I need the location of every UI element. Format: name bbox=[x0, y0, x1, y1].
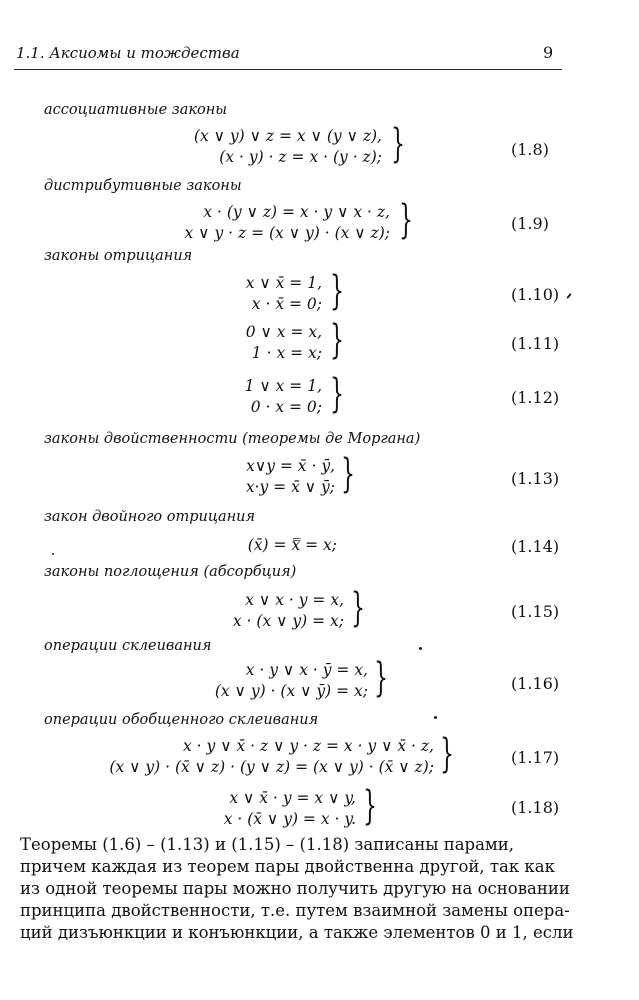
formula-line: x · (y ∨ z) = x · y ∨ x · z, bbox=[203, 203, 390, 221]
right-brace: } bbox=[374, 655, 388, 701]
formula-block bbox=[224, 788, 356, 830]
section-heading: законы двойственности (теоремы де Моргана) bbox=[44, 431, 421, 447]
formula-line: x · y ∨ x · ȳ = x, bbox=[245, 661, 368, 679]
formula-line: 1 · x = x; bbox=[251, 344, 322, 362]
equation-number: (1.11) bbox=[511, 334, 560, 353]
paragraph-line: ций дизъюнкции и конъюнкции, а также элементов 0 и 1, если bbox=[20, 923, 574, 942]
right-brace: } bbox=[330, 317, 344, 363]
formula-block bbox=[246, 456, 335, 498]
formula-line: (x ∨ y) · (x̄ ∨ z) · (y ∨ z) = (x ∨ y) · (x̄ ∨ z); bbox=[109, 758, 434, 776]
formula-line: (x ∨ y) ∨ z = x ∨ (y ∨ z), bbox=[193, 127, 382, 145]
running-title: 1.1. Аксиомы и тождества bbox=[16, 44, 240, 62]
paragraph-line: из одной теоремы пары можно получить другую на основании bbox=[20, 879, 570, 898]
equation-number: (1.14) bbox=[511, 537, 560, 556]
formula-line: x·y = x̄ ∨ ȳ; bbox=[245, 478, 335, 496]
page-number: 9 bbox=[543, 43, 554, 62]
formula-line: (x̄) = x̿ = x; bbox=[247, 536, 337, 554]
section-heading: дистрибутивные законы bbox=[44, 178, 242, 194]
section-heading: операции обобщенного склеивания bbox=[44, 712, 319, 728]
formula-line: 1 ∨ x = 1, bbox=[244, 377, 322, 395]
equation-number: (1.15) bbox=[511, 602, 560, 621]
paragraph-line: причем каждая из теорем пары двойственна другой, так как bbox=[20, 857, 555, 876]
paragraph-line: Теоремы (1.6) – (1.13) и (1.15) – (1.18) записаны парами, bbox=[20, 835, 515, 854]
formula-line: x∨y = x̄ · ȳ, bbox=[246, 457, 335, 475]
equation-number: (1.16) bbox=[511, 674, 560, 693]
formula-block bbox=[215, 660, 368, 702]
formula-line: (x ∨ y) · (x ∨ ȳ) = x; bbox=[214, 682, 368, 700]
section-heading: законы поглощения (абсорбция) bbox=[44, 564, 297, 580]
section-heading: операции склеивания bbox=[44, 638, 212, 654]
formula-block bbox=[185, 202, 390, 244]
scan-mark bbox=[434, 716, 437, 719]
formula-block bbox=[233, 590, 344, 632]
right-brace: } bbox=[391, 121, 405, 167]
formula-block bbox=[248, 535, 337, 556]
section-heading: ассоциативные законы bbox=[44, 102, 228, 118]
body-paragraph bbox=[20, 834, 574, 944]
section-heading: закон двойного отрицания bbox=[44, 509, 256, 525]
formula-line: x · (x ∨ y) = x; bbox=[232, 612, 344, 630]
equation-number: (1.17) bbox=[511, 748, 560, 767]
paragraph-line: принципа двойственности, т.е. путем взаимной замены опера- bbox=[20, 901, 570, 920]
formula-line: x · x̄ = 0; bbox=[251, 295, 322, 313]
formula-block bbox=[194, 126, 382, 168]
formula-line: 0 ∨ x = x, bbox=[245, 323, 322, 341]
formula-line: x · (x̄ ∨ y) = x · y. bbox=[223, 810, 356, 828]
formula-line: x ∨ y · z = (x ∨ y) · (x ∨ z); bbox=[184, 224, 390, 242]
equation-number: (1.12) bbox=[511, 388, 560, 407]
formula-line: x ∨ x̄ · y = x ∨ y, bbox=[229, 789, 356, 807]
formula-block bbox=[109, 736, 434, 778]
formula-block bbox=[246, 273, 322, 315]
section-heading: законы отрицания bbox=[44, 248, 193, 264]
equation-number: (1.8) bbox=[511, 140, 549, 159]
right-brace: } bbox=[330, 371, 344, 417]
formula-line: x ∨ x̄ = 1, bbox=[245, 274, 322, 292]
scan-mark bbox=[566, 293, 571, 299]
right-brace: } bbox=[399, 197, 413, 243]
equation-number: (1.10) bbox=[511, 285, 560, 304]
header-rule bbox=[14, 69, 562, 70]
right-brace: } bbox=[440, 731, 454, 777]
formula-line: x · y ∨ x̄ · z ∨ y · z = x · y ∨ x̄ · z, bbox=[182, 737, 434, 755]
formula-line: 0 · x = 0; bbox=[250, 398, 322, 416]
scan-mark bbox=[52, 553, 54, 555]
right-brace: } bbox=[341, 451, 355, 497]
right-brace: } bbox=[351, 585, 365, 631]
right-brace: } bbox=[330, 268, 344, 314]
scan-mark bbox=[419, 647, 422, 650]
equation-number: (1.13) bbox=[511, 469, 560, 488]
formula-block bbox=[245, 376, 322, 418]
equation-number: (1.9) bbox=[511, 214, 549, 233]
formula-line: (x · y) · z = x · (y · z); bbox=[219, 148, 382, 166]
right-brace: } bbox=[363, 783, 377, 829]
formula-block bbox=[246, 322, 322, 364]
equation-number: (1.18) bbox=[511, 798, 560, 817]
formula-line: x ∨ x · y = x, bbox=[245, 591, 344, 609]
